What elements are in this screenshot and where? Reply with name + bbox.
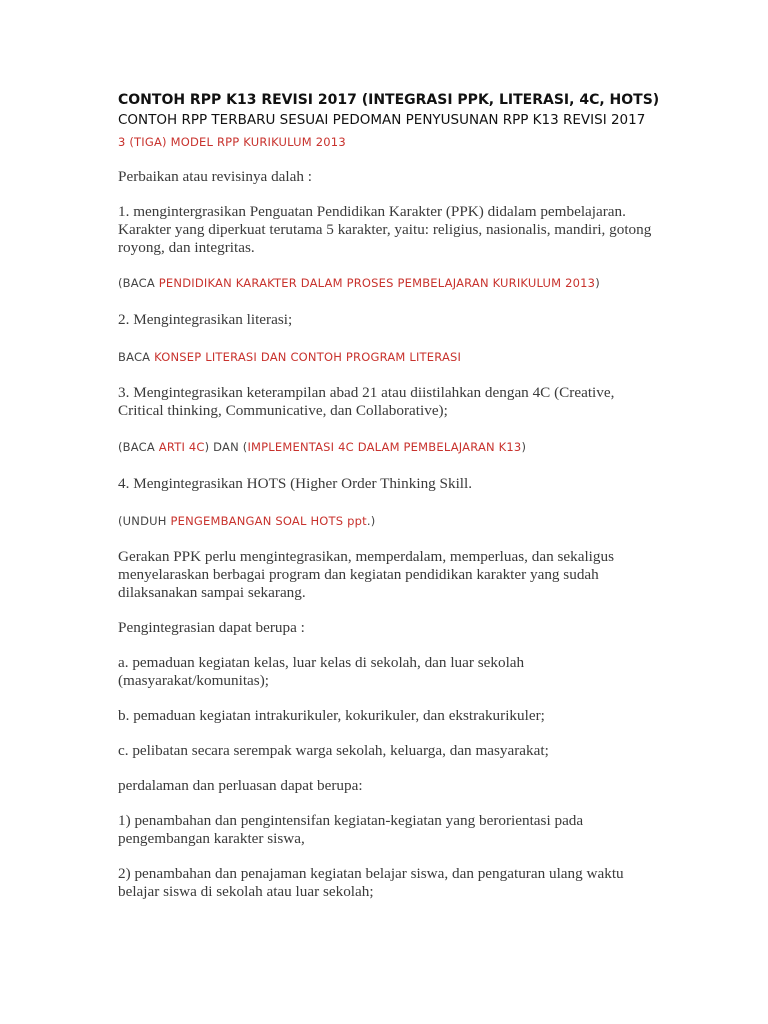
soal-hots-link[interactable]: PENGEMBANGAN SOAL HOTS ppt bbox=[170, 514, 367, 528]
note-1-suffix: ) bbox=[595, 276, 600, 290]
note-2 bbox=[118, 349, 658, 365]
note-3 bbox=[118, 439, 658, 455]
note-1 bbox=[118, 275, 658, 291]
konsep-literasi-link[interactable]: KONSEP LITERASI DAN CONTOH PROGRAM LITERASI bbox=[154, 350, 462, 364]
note-1-prefix: (BACA bbox=[118, 276, 159, 290]
note-3-prefix: (BACA bbox=[118, 440, 159, 454]
note-4-prefix: (UNDUH bbox=[118, 514, 171, 528]
point-1-paragraph: 1. mengintergrasikan Penguatan Pendidikan Karakter (PPK) didalam pembelajaran. Karakter yang diperkuat terutama 5 karakter, yaitu: religius, nasionalis, mandiri, gotong royong, dan integritas. bbox=[118, 203, 652, 256]
note-3-suffix: ) bbox=[521, 440, 527, 454]
arti-4c-link[interactable]: ARTI 4C bbox=[158, 440, 205, 454]
pendidikan-karakter-link[interactable]: PENDIDIKAN KARAKTER DALAM PROSES PEMBELAJARAN KURIKULUM 2013 bbox=[158, 276, 596, 290]
point-4-paragraph: 4. Mengintegrasikan HOTS (Higher Order Thinking Skill. bbox=[118, 475, 473, 492]
item-b-paragraph: b. pemaduan kegiatan intrakurikuler, kokurikuler, dan ekstrakurikuler; bbox=[118, 707, 545, 724]
document-subtitle: CONTOH RPP TERBARU SESUAI PEDOMAN PENYUSUNAN RPP K13 REVISI 2017 bbox=[118, 112, 646, 128]
item-c-paragraph: c. pelibatan secara serempak warga sekolah, keluarga, dan masyarakat; bbox=[118, 742, 549, 759]
perdalaman-paragraph: perdalaman dan perluasan dapat berupa: bbox=[118, 777, 363, 794]
document-page bbox=[118, 90, 658, 901]
implementasi-4c-link[interactable]: IMPLEMENTASI 4C DALAM PEMBELAJARAN K13 bbox=[247, 440, 522, 454]
item-1-paragraph: 1) penambahan dan pengintensifan kegiatan-kegiatan yang berorientasi pada pengembangan karakter siswa, bbox=[118, 812, 584, 847]
point-3-paragraph: 3. Mengintegrasikan keterampilan abad 21 atau diistilahkan dengan 4C (Creative, Critical thinking, Communicative, dan Collaborative); bbox=[118, 384, 615, 419]
document-title: CONTOH RPP K13 REVISI 2017 (INTEGRASI PPK, LITERASI, 4C, HOTS) bbox=[118, 92, 660, 108]
point-2-paragraph: 2. Mengintegrasikan literasi; bbox=[118, 311, 293, 328]
note-2-prefix: BACA bbox=[118, 350, 155, 364]
note-3-middle: ) DAN ( bbox=[204, 440, 248, 454]
ppk-paragraph: Gerakan PPK perlu mengintegrasikan, memperdalam, memperluas, dan sekaligus menyelaraskan berbagai program dan kegiatan pendidikan karakter yang sudah dilaksanakan sampai sekarang. bbox=[118, 548, 614, 601]
model-rpp-link[interactable]: 3 (TIGA) MODEL RPP KURIKULUM 2013 bbox=[118, 135, 346, 149]
note-4-suffix: .) bbox=[366, 514, 376, 528]
note-4 bbox=[118, 513, 658, 529]
item-2-paragraph: 2) penambahan dan penajaman kegiatan belajar siswa, dan pengaturan ulang waktu belajar siswa di sekolah atau luar sekolah; bbox=[118, 865, 624, 900]
integrasi-paragraph: Pengintegrasian dapat berupa : bbox=[118, 619, 305, 636]
item-a-paragraph: a. pemaduan kegiatan kelas, luar kelas di sekolah, dan luar sekolah (masyarakat/komunitas); bbox=[118, 654, 525, 689]
intro-paragraph: Perbaikan atau revisinya dalah : bbox=[118, 168, 312, 185]
